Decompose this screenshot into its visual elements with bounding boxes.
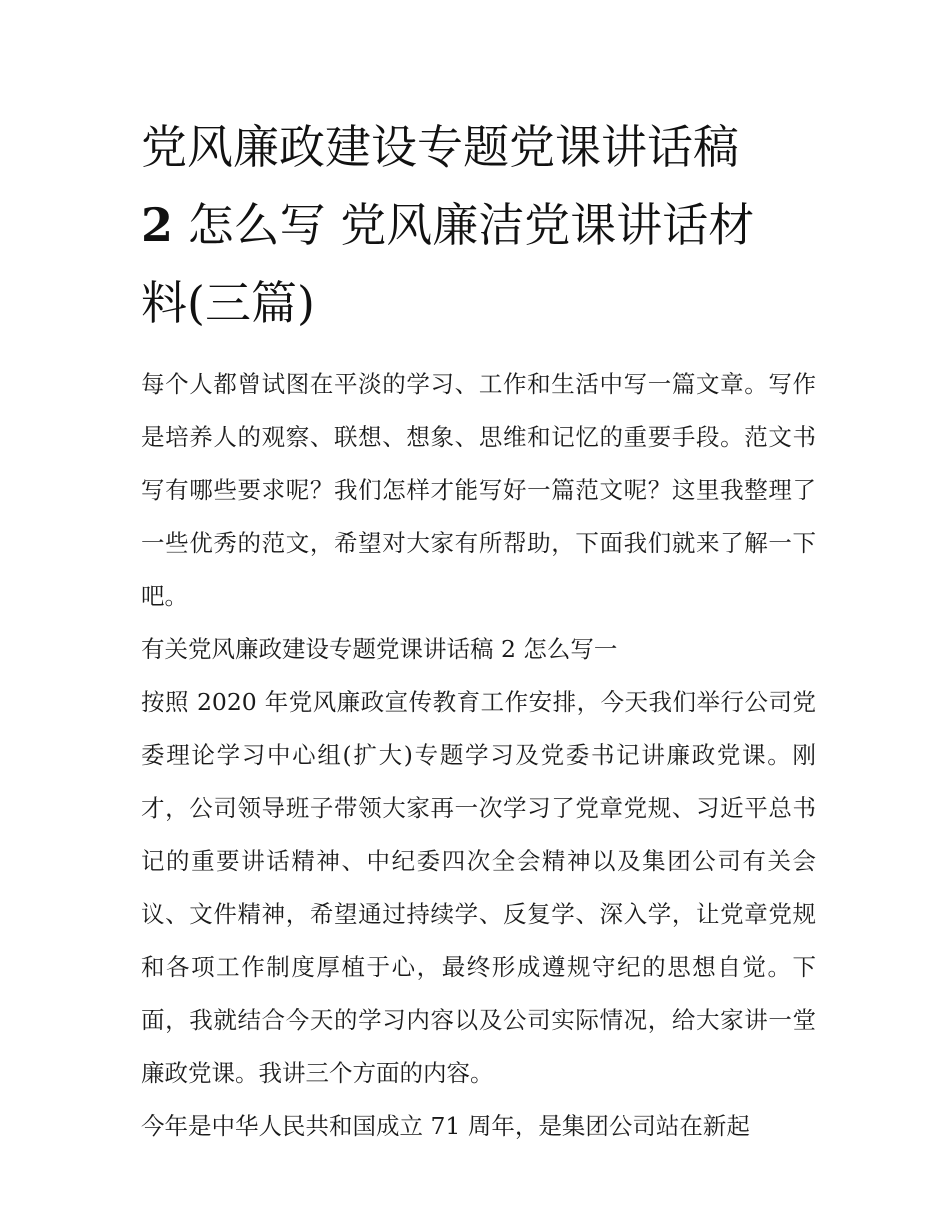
last-line: 今年是中华人民共和国成立 71 周年，是集团公司站在新起 xyxy=(141,1112,750,1140)
title-line-3: 料(三篇) xyxy=(141,276,315,330)
document-content xyxy=(141,108,816,1153)
title-line-2: 怎么写 党风廉洁党课讲话材 xyxy=(173,198,755,252)
document-title xyxy=(141,108,816,342)
title-number: 2 xyxy=(141,198,174,252)
title-line-1: 党风廉政建设专题党课讲话稿 xyxy=(141,120,739,174)
section-heading: 有关党风廉政建设专题党课讲话稿 2 怎么写一 xyxy=(141,635,618,663)
body-paragraph: 按照 2020 年党风廉政宣传教育工作安排，今天我们举行公司党委理论学习中心组(扩大)专题学习及党委书记讲廉政党课。刚才，公司领导班子带领大家再一次学习了党章党规、习近平总书记的重要讲话精神、中纪委四次全会精神以及集团公司有关会议、文件精神，希望通过持续学、反复学、深入学，让党章党规和各项工作制度厚植于心，最终形成遵规守纪的思想自觉。下面，我就结合今天的学习内容以及公司实际情况，给大家讲一堂廉政党课。我讲三个方面的内容。 xyxy=(141,688,816,1087)
intro-paragraph: 每个人都曾试图在平淡的学习、工作和生活中写一篇文章。写作是培养人的观察、联想、想象、思维和记忆的重要手段。范文书写有哪些要求呢？我们怎样才能写好一篇范文呢？这里我整理了一些优秀的范文，希望对大家有所帮助，下面我们就来了解一下吧。 xyxy=(141,370,816,610)
